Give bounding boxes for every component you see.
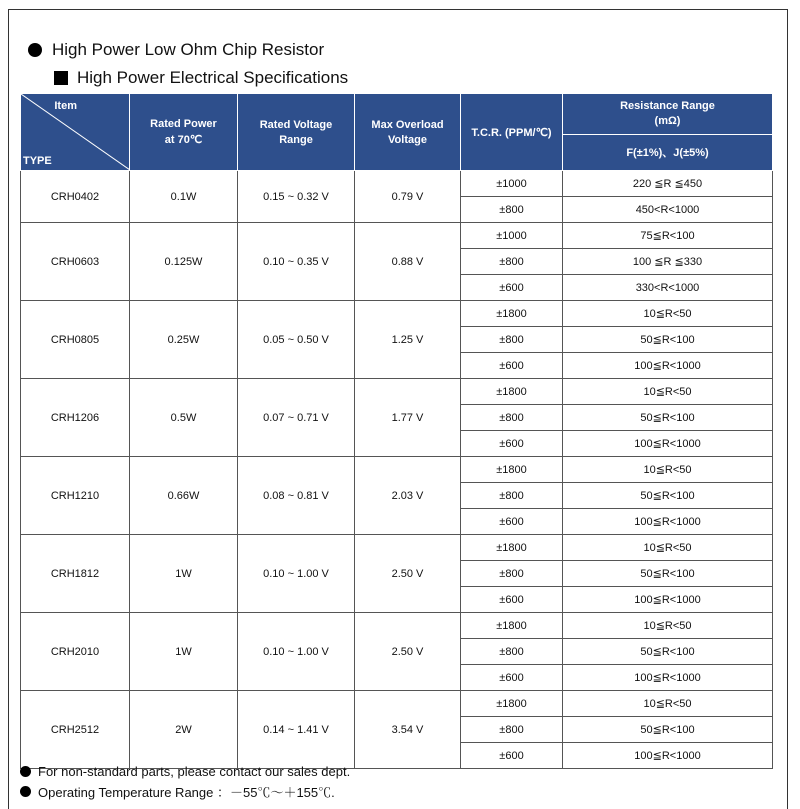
cell-type: CRH1812 bbox=[21, 535, 130, 613]
cell-tcr: ±1800 bbox=[461, 691, 563, 717]
table-row bbox=[21, 613, 773, 639]
cell-tcr: ±800 bbox=[461, 327, 563, 353]
cell-tcr: ±600 bbox=[461, 587, 563, 613]
cell-resistance: 75≦R<100 bbox=[563, 223, 773, 249]
cell-tcr: ±600 bbox=[461, 275, 563, 301]
cell-rated-voltage: 0.14 ~ 1.41 V bbox=[238, 691, 355, 769]
bullet-dot-icon bbox=[28, 43, 42, 57]
spec-table-body bbox=[21, 171, 773, 769]
header-tcr: T.C.R. (PPM/℃) bbox=[461, 94, 563, 171]
cell-tcr: ±600 bbox=[461, 353, 563, 379]
cell-resistance: 100≦R<1000 bbox=[563, 353, 773, 379]
cell-max-overload: 0.79 V bbox=[355, 171, 461, 223]
cell-rated-power: 1W bbox=[130, 613, 238, 691]
cell-rated-voltage: 0.15 ~ 0.32 V bbox=[238, 171, 355, 223]
cell-rated-power: 0.25W bbox=[130, 301, 238, 379]
cell-rated-voltage: 0.10 ~ 1.00 V bbox=[238, 613, 355, 691]
cell-resistance: 50≦R<100 bbox=[563, 483, 773, 509]
heading-text: High Power Low Ohm Chip Resistor bbox=[52, 40, 325, 59]
cell-tcr: ±1000 bbox=[461, 223, 563, 249]
header-rated-power: Rated Power at 70℃ bbox=[130, 94, 238, 171]
cell-resistance: 100≦R<1000 bbox=[563, 509, 773, 535]
cell-resistance: 220 ≦R ≦450 bbox=[563, 171, 773, 197]
cell-tcr: ±800 bbox=[461, 197, 563, 223]
cell-tcr: ±1800 bbox=[461, 457, 563, 483]
cell-resistance: 10≦R<50 bbox=[563, 379, 773, 405]
cell-resistance: 10≦R<50 bbox=[563, 535, 773, 561]
note-text: Operating Temperature Range ：－55℃～＋155℃. bbox=[38, 785, 335, 800]
cell-tcr: ±1800 bbox=[461, 379, 563, 405]
table-row bbox=[21, 379, 773, 405]
cell-tcr: ±1800 bbox=[461, 535, 563, 561]
cell-resistance: 100≦R<1000 bbox=[563, 743, 773, 769]
cell-tcr: ±1800 bbox=[461, 301, 563, 327]
cell-rated-power: 0.66W bbox=[130, 457, 238, 535]
bullet-dot-icon bbox=[20, 786, 31, 797]
spec-table bbox=[20, 93, 773, 769]
table-row bbox=[21, 171, 773, 197]
bullet-square-icon bbox=[54, 71, 68, 85]
cell-tcr: ±600 bbox=[461, 509, 563, 535]
header-tolerance: F(±1%)、J(±5%) bbox=[563, 134, 773, 170]
header-type: TYPE bbox=[23, 155, 52, 167]
note-1 bbox=[20, 764, 350, 779]
cell-resistance: 50≦R<100 bbox=[563, 717, 773, 743]
cell-max-overload: 2.50 V bbox=[355, 535, 461, 613]
cell-rated-power: 0.1W bbox=[130, 171, 238, 223]
bullet-dot-icon bbox=[20, 766, 31, 777]
cell-resistance: 100≦R<1000 bbox=[563, 587, 773, 613]
cell-type: CRH2512 bbox=[21, 691, 130, 769]
cell-tcr: ±800 bbox=[461, 483, 563, 509]
cell-type: CRH2010 bbox=[21, 613, 130, 691]
cell-tcr: ±600 bbox=[461, 743, 563, 769]
header-item: Item bbox=[54, 100, 77, 112]
note-2 bbox=[20, 782, 335, 801]
cell-resistance: 100≦R<1000 bbox=[563, 665, 773, 691]
cell-rated-voltage: 0.10 ~ 1.00 V bbox=[238, 535, 355, 613]
cell-rated-power: 2W bbox=[130, 691, 238, 769]
cell-type: CRH1210 bbox=[21, 457, 130, 535]
cell-resistance: 10≦R<50 bbox=[563, 301, 773, 327]
cell-resistance: 330<R<1000 bbox=[563, 275, 773, 301]
cell-max-overload: 2.03 V bbox=[355, 457, 461, 535]
cell-tcr: ±800 bbox=[461, 249, 563, 275]
subheading-text: High Power Electrical Specifications bbox=[77, 68, 349, 87]
table-row bbox=[21, 301, 773, 327]
header-item-type bbox=[21, 94, 130, 171]
header-rated-voltage: Rated Voltage Range bbox=[238, 94, 355, 171]
cell-tcr: ±800 bbox=[461, 405, 563, 431]
cell-rated-voltage: 0.07 ~ 0.71 V bbox=[238, 379, 355, 457]
cell-tcr: ±800 bbox=[461, 717, 563, 743]
cell-type: CRH0402 bbox=[21, 171, 130, 223]
cell-max-overload: 1.77 V bbox=[355, 379, 461, 457]
cell-resistance: 50≦R<100 bbox=[563, 327, 773, 353]
table-row bbox=[21, 691, 773, 717]
cell-tcr: ±800 bbox=[461, 561, 563, 587]
cell-resistance: 50≦R<100 bbox=[563, 561, 773, 587]
cell-resistance: 10≦R<50 bbox=[563, 691, 773, 717]
cell-tcr: ±800 bbox=[461, 639, 563, 665]
cell-resistance: 10≦R<50 bbox=[563, 613, 773, 639]
cell-type: CRH0603 bbox=[21, 223, 130, 301]
note-text: For non-standard parts, please contact our sales dept. bbox=[38, 764, 351, 779]
cell-resistance: 450<R<1000 bbox=[563, 197, 773, 223]
heading bbox=[28, 40, 324, 60]
header-resistance-range: Resistance Range (mΩ) bbox=[563, 94, 773, 135]
cell-resistance: 100≦R<1000 bbox=[563, 431, 773, 457]
cell-resistance: 10≦R<50 bbox=[563, 457, 773, 483]
cell-rated-power: 1W bbox=[130, 535, 238, 613]
cell-tcr: ±1800 bbox=[461, 613, 563, 639]
table-row bbox=[21, 535, 773, 561]
subheading bbox=[54, 68, 348, 88]
cell-resistance: 50≦R<100 bbox=[563, 405, 773, 431]
header-max-overload: Max Overload Voltage bbox=[355, 94, 461, 171]
cell-max-overload: 1.25 V bbox=[355, 301, 461, 379]
table-row bbox=[21, 457, 773, 483]
cell-rated-power: 0.5W bbox=[130, 379, 238, 457]
cell-tcr: ±600 bbox=[461, 665, 563, 691]
cell-resistance: 100 ≦R ≦330 bbox=[563, 249, 773, 275]
cell-resistance: 50≦R<100 bbox=[563, 639, 773, 665]
cell-type: CRH0805 bbox=[21, 301, 130, 379]
table-row bbox=[21, 223, 773, 249]
cell-type: CRH1206 bbox=[21, 379, 130, 457]
cell-rated-power: 0.125W bbox=[130, 223, 238, 301]
cell-max-overload: 0.88 V bbox=[355, 223, 461, 301]
cell-rated-voltage: 0.08 ~ 0.81 V bbox=[238, 457, 355, 535]
cell-tcr: ±600 bbox=[461, 431, 563, 457]
cell-tcr: ±1000 bbox=[461, 171, 563, 197]
cell-rated-voltage: 0.05 ~ 0.50 V bbox=[238, 301, 355, 379]
cell-max-overload: 2.50 V bbox=[355, 613, 461, 691]
cell-rated-voltage: 0.10 ~ 0.35 V bbox=[238, 223, 355, 301]
cell-max-overload: 3.54 V bbox=[355, 691, 461, 769]
